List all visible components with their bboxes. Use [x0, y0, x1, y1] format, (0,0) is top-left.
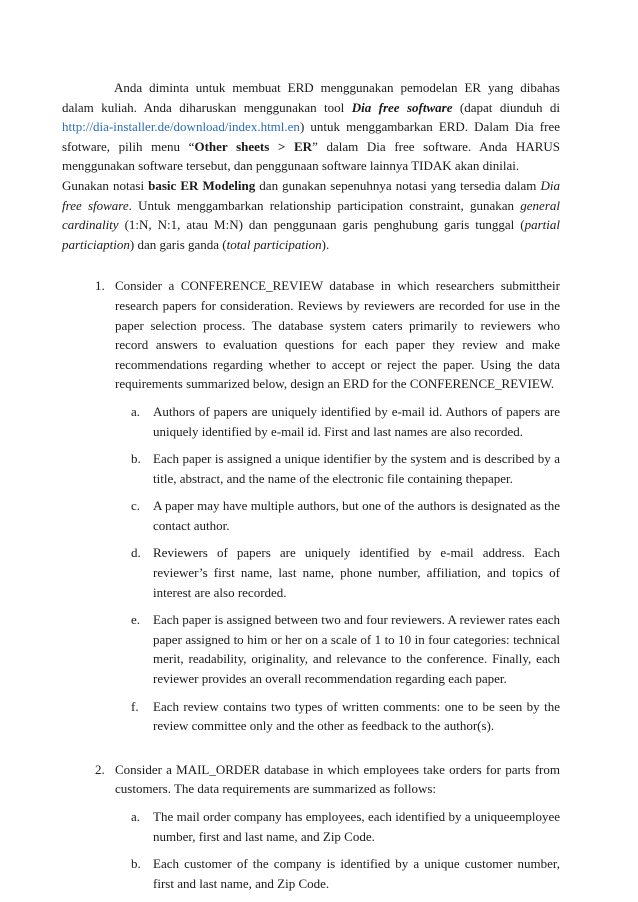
tool-name-emphasis: Dia free software [351, 99, 453, 115]
list-item [115, 449, 560, 488]
list-item-text: Authors of papers are uniquely identified by e-mail id. Authors of papers are uniquely identified by e-mail id. First and last names are also recorded. [153, 403, 560, 439]
intro-p2-text-3: . Untuk menggambarkan relationship participation constraint, gunakan [128, 197, 521, 213]
intro-p2-text-2: dan gunakan sepenuhnya notasi yang tersedia dalam [255, 177, 541, 193]
software-name-italic: Dia free sfoware [62, 177, 560, 213]
menu-path-emphasis: Other sheets > ER [194, 138, 313, 154]
list-item-label: b. [131, 451, 141, 467]
total-participation-italic: total participation [226, 236, 322, 252]
list-item-label: d. [131, 545, 141, 561]
list-item-text: Each customer of the company is identified by a unique customer number, first and last name, and Zip Code. [153, 856, 560, 891]
list-item-text: The mail order company has employees, each identified by a uniqueemployee number, first and last name, and Zip Code. [153, 809, 560, 844]
list-item-text: Each review contains two types of written comments: one to be seen by the review committee only and the other as feedback to the author(s). [153, 698, 560, 734]
intro-p1-text-4: ” dalam Dia free software. Anda HARUS menggunakan software tersebut, dan penggunaan software lainnya TIDAK akan dinilai. [62, 138, 561, 174]
list-item [115, 854, 560, 893]
list-item-label: b. [131, 856, 141, 872]
intro-p2-text-5: ) dan garis ganda ( [129, 236, 227, 252]
question-text: Consider a MAIL_ORDER database in which employees take orders for parts from customers. The data requirements are summarized as follows: [115, 761, 560, 797]
list-item-label: f. [131, 698, 139, 714]
intro-p2-text-1: Gunakan notasi [62, 177, 149, 193]
question-1 [62, 276, 560, 735]
list-item-label: c. [131, 498, 141, 514]
list-item [115, 543, 560, 602]
list-item [115, 402, 560, 441]
partial-participation-italic: partial particiaption [62, 217, 560, 252]
list-item [115, 610, 560, 688]
notation-emphasis: basic ER Modeling [148, 177, 256, 193]
question-text: Consider a CONFERENCE_REVIEW database in which researchers submittheir research papers for consideration. Reviews by reviewers are recorded for use in the paper selection process. The database system caters primarily to reviewers who record answers to evaluation questions for each paper they review and make recommendations regarding whether to accept or reject the paper. Using the data requirements summarized below, design an ERD for the CONFERENCE_REVIEW. [115, 278, 560, 392]
list-item-text: Each paper is assigned between two and four reviewers. A reviewer rates each paper assigned to him or her on a scale of 1 to 10 in four categories: technical merit, readability, originality, and relevance to the conference. Finally, each reviewer provides an overall recommendation regarding each paper. [153, 612, 560, 687]
question-2 [62, 760, 560, 894]
question-number: 1. [95, 278, 105, 294]
list-item [115, 697, 560, 736]
list-item-text: Each paper is assigned a unique identifier by the system and is described by a title, abstract, and the name of the electronic file containing thepaper. [153, 451, 560, 486]
intro-paragraph-1 [62, 78, 560, 176]
list-item-label: a. [131, 403, 141, 419]
list-item [115, 496, 560, 535]
intro-p1-text-2: (dapat diunduh di [452, 99, 560, 115]
cardinality-term-italic: general cardinality [62, 197, 560, 233]
intro-p1-text-3: ) untuk menggambarkan ERD. Dalam Dia free sfotware, pilih menu “ [62, 119, 560, 154]
document-page [62, 78, 560, 893]
list-item-text: A paper may have multiple authors, but one of the authors is designated as the contact author. [153, 498, 560, 533]
question-number: 2. [95, 761, 105, 777]
download-link[interactable]: http://dia-installer.de/download/index.html.en [62, 119, 300, 135]
intro-p1-text-1: Anda diminta untuk membuat ERD menggunakan pemodelan ER yang dibahas dalam kuliah. Anda diharuskan menggunakan tool [62, 80, 560, 115]
intro-p2-text-4: (1:N, N:1, atau M:N) dan penggunaan garis penghubung garis tunggal ( [118, 217, 525, 233]
intro-paragraph-2 [62, 176, 560, 254]
list-item-label: e. [131, 612, 141, 628]
list-item-text: Reviewers of papers are uniquely identified by e-mail address. Each reviewer’s first name, last name, phone number, affiliation, and topics of interest are also recorded. [153, 545, 560, 600]
intro-p2-text-6: ). [321, 236, 330, 252]
list-item-label: a. [131, 809, 141, 824]
list-item [115, 807, 560, 846]
